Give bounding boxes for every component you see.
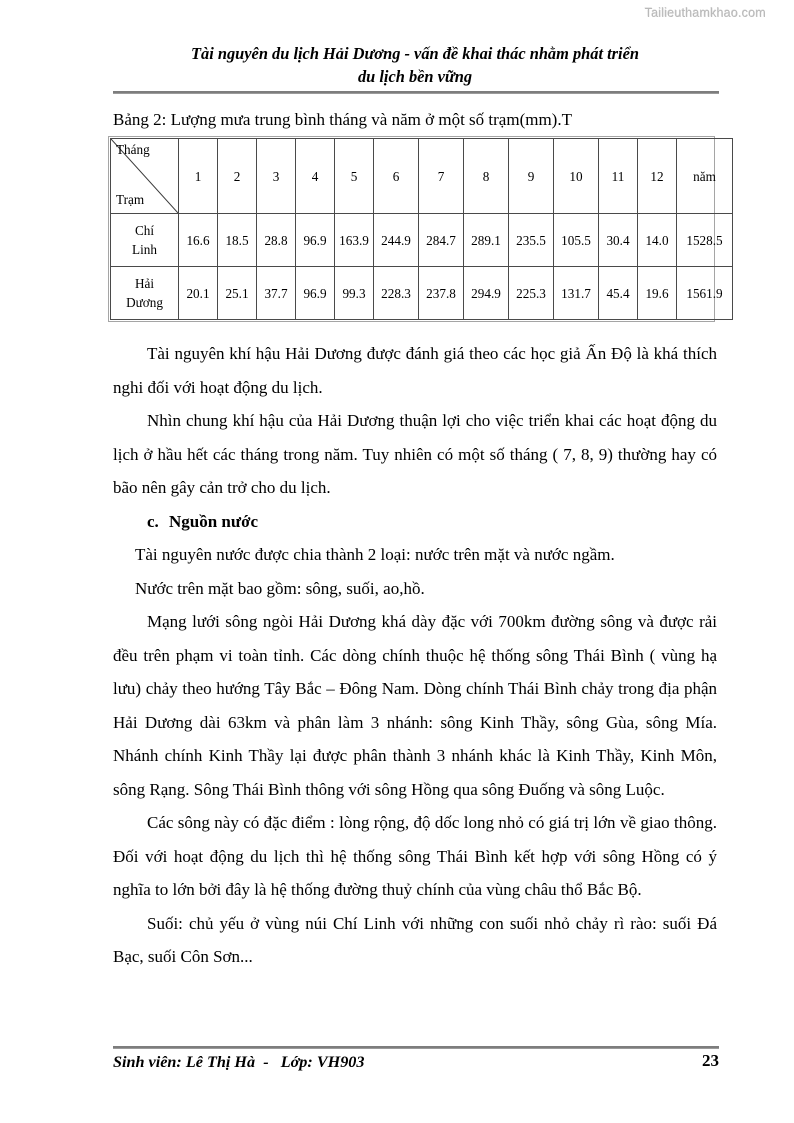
table-cell: 30.4 (599, 214, 638, 267)
table-cell: 20.1 (179, 267, 218, 320)
body-text-section (113, 337, 717, 974)
paragraph-water-types: Tài nguyên nước được chia thành 2 loại: nước trên mặt và nước ngầm. (135, 545, 615, 564)
column-header-cell: 9 (509, 139, 554, 214)
paragraph-climate-general: Nhìn chung khí hậu của Hải Dương thuận lợi cho việc triển khai các hoạt động du lịch ở hầu hết các tháng trong năm. Tuy nhiên có một số tháng ( 7, 8, 9) thường hay có bão nên gây cản trở cho du lịch. (113, 411, 717, 497)
station-name-line-1: Hải (134, 276, 155, 291)
corner-label-station: Trạm (116, 192, 145, 207)
header-title-line-1: Tài nguyên du lịch Hải Dương - vấn đề khai thác nhằm phát triển (190, 44, 640, 63)
column-header-cell: 10 (554, 139, 599, 214)
table-cell: 289.1 (464, 214, 509, 267)
table-cell: 45.4 (599, 267, 638, 320)
column-header-cell: 8 (464, 139, 509, 214)
table-cell: 284.7 (419, 214, 464, 267)
table-cell: 25.1 (218, 267, 257, 320)
header-divider (113, 91, 719, 94)
station-name-cell (111, 267, 179, 320)
header-title-line-2: du lịch bền vững (357, 67, 473, 86)
table-cell: 237.8 (419, 267, 464, 320)
table-cell: 99.3 (335, 267, 374, 320)
rainfall-table (110, 138, 733, 320)
rainfall-table-container (108, 136, 723, 322)
table-cell: 96.9 (296, 267, 335, 320)
table-cell: 105.5 (554, 214, 599, 267)
page-number: 23 (702, 1051, 719, 1070)
table-cell: 228.3 (374, 267, 419, 320)
page-footer (113, 1053, 719, 1077)
table-cell: 163.9 (335, 214, 374, 267)
table-row (111, 214, 733, 267)
running-header (113, 42, 717, 88)
footer-student-info: Sinh viên: Lê Thị Hà - Lớp: VH903 (113, 1053, 365, 1071)
column-header-cell: 6 (374, 139, 419, 214)
table-corner-cell (111, 139, 179, 214)
table-cell: 96.9 (296, 214, 335, 267)
table-cell: 16.6 (179, 214, 218, 267)
table-row (111, 267, 733, 320)
table-cell: 235.5 (509, 214, 554, 267)
column-header-cell: 3 (257, 139, 296, 214)
corner-label-month: Tháng (116, 142, 150, 157)
subheading-text: Nguồn nước (169, 511, 259, 531)
column-header-cell: 5 (335, 139, 374, 214)
paragraph-surface-water: Nước trên mặt bao gồm: sông, suối, ao,hồ. (135, 578, 425, 598)
station-name-line-2: Dương (126, 295, 163, 310)
column-header-cell: 7 (419, 139, 464, 214)
table-cell: 1561.9 (677, 267, 733, 320)
footer-divider (113, 1046, 719, 1049)
table-cell: 244.9 (374, 214, 419, 267)
column-header-cell: năm (677, 139, 733, 214)
table-cell: 14.0 (638, 214, 677, 267)
table-cell: 131.7 (554, 267, 599, 320)
paragraph-river-network: Mạng lưới sông ngòi Hải Dương khá dày đặc với 700km đường sông và được rải đều trên phạm vi toàn tỉnh. Các dòng chính thuộc hệ thống sông Thái Bình ( vùng hạ lưu) chảy theo hướng Tây Bắc – Đông Nam. Dòng chính Thái Bình chảy trong địa phận Hải Dương dài 63km và phân làm 3 nhánh: sông Kinh Thầy, sông Gùa, sông Mía. Nhánh chính Kinh Thầy lại được phân thành 3 nhánh khác là Kinh Thầy, Kinh Môn, sông Rạng. Sông Thái Bình thông với sông Hồng qua sông Đuống và sông Luộc. (113, 612, 717, 799)
paragraph-river-characteristics: Các sông này có đặc điểm : lòng rộng, độ dốc long nhỏ có giá trị lớn về giao thông. Đối với hoạt động du lịch thì hệ thống sông Thái Bình kết hợp với sông Hồng có ý nghĩa to lớn bởi đây là hệ thống đường thuỷ chính của vùng châu thổ Bắc Bộ. (113, 813, 717, 899)
table-header-row (111, 139, 733, 214)
subheading-letter: c. (147, 511, 159, 531)
column-header-cell: 1 (179, 139, 218, 214)
subheading-water-source (113, 505, 717, 539)
column-header-cell: 2 (218, 139, 257, 214)
table-cell: 18.5 (218, 214, 257, 267)
station-name-cell (111, 214, 179, 267)
station-name-line-1: Chí (134, 223, 155, 238)
table-cell: 1528.5 (677, 214, 733, 267)
table-cell: 28.8 (257, 214, 296, 267)
table-cell: 37.7 (257, 267, 296, 320)
table-cell: 225.3 (509, 267, 554, 320)
paragraph-climate-resource: Tài nguyên khí hậu Hải Dương được đánh giá theo các học giả Ấn Độ là khá thích nghi đối với hoạt động du lịch. (113, 344, 717, 397)
paragraph-streams: Suối: chủ yếu ở vùng núi Chí Linh với những con suối nhỏ chảy rì rào: suối Đá Bạc, suối Côn Sơn... (113, 913, 717, 966)
column-header-cell: 12 (638, 139, 677, 214)
table-cell: 19.6 (638, 267, 677, 320)
column-header-cell: 4 (296, 139, 335, 214)
watermark-text: Tailieuthamkhao.com (644, 6, 766, 20)
column-header-cell: 11 (599, 139, 638, 214)
station-name-line-2: Linh (132, 242, 157, 257)
table-caption: Bảng 2: Lượng mưa trung bình tháng và năm ở một số trạm(mm).T (113, 110, 572, 129)
table-cell: 294.9 (464, 267, 509, 320)
